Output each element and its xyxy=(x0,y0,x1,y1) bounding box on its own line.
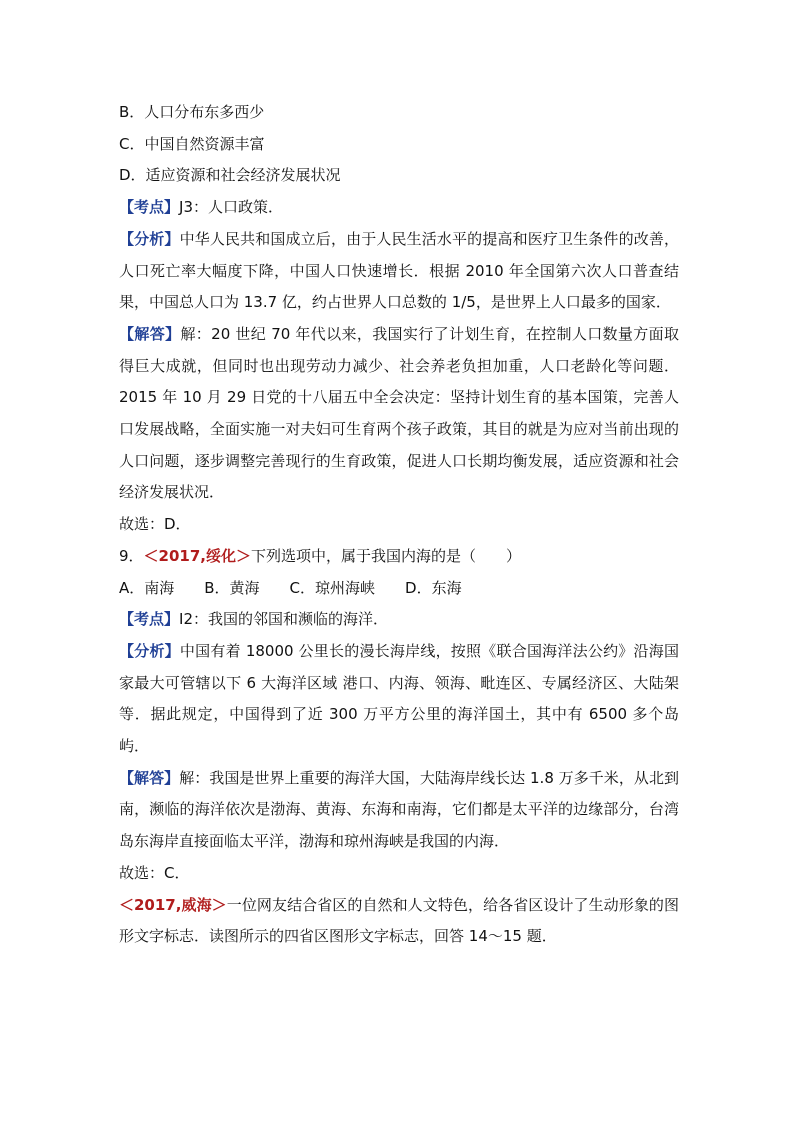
kaodian-text: I2：我国的邻国和濒临的海洋． xyxy=(179,610,388,629)
fenxi-tag: 【分析】 xyxy=(119,229,180,248)
fenxi-text: 中国有着 18000 公里长的漫长海岸线，按照《联合国海洋法公约》沿海国家最大可管辖以下 6 大海洋区域 港口、内海、领海、毗连区、专属经济区、大陆架等．据此规定，中国得到了近 300 万平方公里的海洋国土，其中有 6500 多个岛屿． xyxy=(119,641,679,756)
q9-kaodian xyxy=(119,604,679,636)
q8-fenxi xyxy=(119,224,679,319)
question-source: ＜2017,绥化＞ xyxy=(143,546,251,565)
q8-jieda xyxy=(119,319,679,509)
q8-kaodian xyxy=(119,192,679,224)
question-number: 9． xyxy=(119,546,144,565)
q9-fenxi xyxy=(119,636,679,763)
q9-jieda xyxy=(119,763,679,858)
document-content xyxy=(119,97,679,953)
option-d: D．适应资源和社会经济发展状况 xyxy=(119,166,341,185)
fenxi-tag: 【分析】 xyxy=(119,641,180,660)
q9-options: A．南海 B．黄海 C．琼州海峡 D．东海 xyxy=(119,578,462,597)
jieda-text: 解：我国是世界上重要的海洋大国，大陆海岸线长达 1.8 万多千米，从北到南，濒临的海洋依次是渤海、黄海、东海和南海，它们都是太平洋的边缘部分，台湾岛东海岸直接面临太平洋，渤海和琼州海峡是我国的内海． xyxy=(119,768,679,851)
q9-stem xyxy=(119,541,679,573)
option-c: C．中国自然资源丰富 xyxy=(119,134,265,153)
jieda-text: 解：20 世纪 70 年代以来，我国实行了计划生育，在控制人口数量方面取得巨大成就，但同时也出现劳动力减少、社会养老负担加重，人口老龄化等问题．2015 年 10 月 29 日党的十八届五中全会决定：坚持计划生育的基本国策，完善人口发展战略，全面实施一对夫妇可生育两个孩子政策，其目的就是为应对当前出现的人口问题，逐步调整完善现行的生育政策，促进人口长期均衡发展，适应资源和社会经济发展状况． xyxy=(119,324,679,502)
intro-source: ＜2017,威海＞ xyxy=(119,895,227,914)
q9-answer: 故选：C． xyxy=(119,863,190,882)
question-stem: 下列选项中，属于我国内海的是（ ） xyxy=(251,546,522,565)
fenxi-text: 中华人民共和国成立后，由于人民生活水平的提高和医疗卫生条件的改善，人口死亡率大幅度下降，中国人口快速增长．根据 2010 年全国第六次人口普查结果，中国总人口为 13.7 亿，约占世界人口总数的 1/5，是世界上人口最多的国家． xyxy=(119,229,679,312)
kaodian-text: J3：人口政策． xyxy=(179,198,283,217)
kaodian-tag: 【考点】 xyxy=(119,198,180,217)
intro-text: 一位网友结合省区的自然和人文特色，给各省区设计了生动形象的图形文字标志．读图所示的四省区图形文字标志，回答 14～15 题． xyxy=(119,895,679,946)
jieda-tag: 【解答】 xyxy=(119,768,180,787)
group-intro xyxy=(119,890,679,953)
option-b: B．人口分布东多西少 xyxy=(119,103,265,121)
kaodian-tag: 【考点】 xyxy=(119,610,180,629)
q8-answer: 故选：D． xyxy=(119,515,191,534)
jieda-tag: 【解答】 xyxy=(119,324,181,343)
